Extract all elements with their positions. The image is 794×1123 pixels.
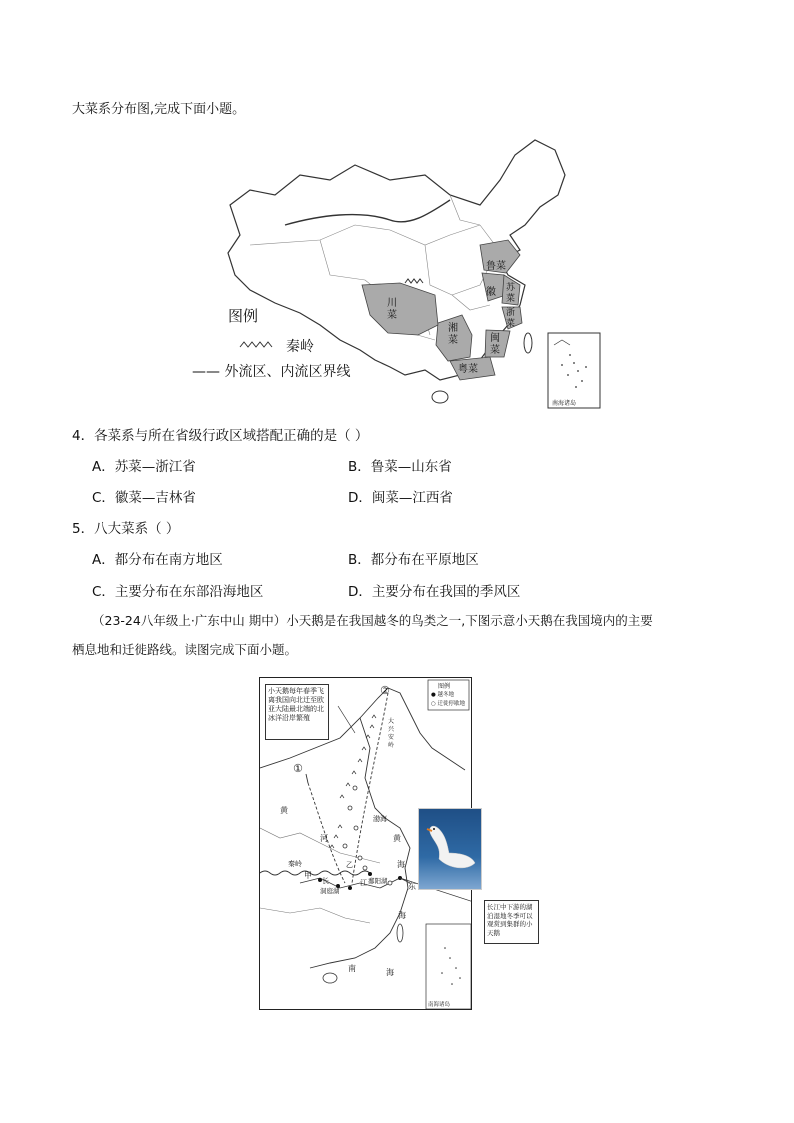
q4-option-b[interactable]: B．鲁菜—山东省 bbox=[348, 459, 452, 475]
cuisine-legend-boundary: —— 外流区、内流区界线 bbox=[192, 364, 351, 380]
swan-map bbox=[259, 677, 533, 1010]
label-nan: 南 bbox=[348, 964, 356, 973]
route-1-label: ① bbox=[293, 762, 303, 775]
label-dongting: 洞庭湖 bbox=[320, 887, 340, 895]
q4-option-d[interactable]: D．闽菜—江西省 bbox=[348, 490, 453, 506]
label-sea-3: 海 bbox=[386, 968, 394, 977]
label-poyang: 鄱阳湖 bbox=[368, 877, 388, 885]
label-daxinganling: 大兴安岭 bbox=[388, 718, 395, 749]
swan-legend-winter: ● 越冬地 bbox=[431, 692, 455, 698]
q5-option-b[interactable]: B．都分布在平原地区 bbox=[348, 552, 479, 568]
cuisine-legend-qinling: 秦岭 bbox=[286, 339, 314, 355]
q5-option-a[interactable]: A．都分布在南方地区 bbox=[92, 552, 223, 568]
label-jiang: 江 bbox=[360, 879, 367, 887]
q4-option-c[interactable]: C．徽菜—吉林省 bbox=[92, 490, 196, 506]
label-xiang: 湘菜 bbox=[448, 323, 458, 346]
cuisine-map bbox=[190, 135, 610, 410]
q4-stem: 4．各菜系与所在省级行政区域搭配正确的是（ ） bbox=[72, 428, 369, 444]
q4-option-a[interactable]: A．苏菜—浙江省 bbox=[92, 459, 196, 475]
label-chuan: 川菜 bbox=[387, 298, 397, 321]
callout-spring-migration: 小天鹅每年春季飞离我国向北迁至欧亚大陆最北端的北冰洋沿岸繁殖 bbox=[265, 684, 329, 740]
label-qinling: 秦岭 bbox=[288, 860, 302, 868]
cuisine-inset-label: 南海诸岛 bbox=[552, 400, 577, 407]
route-2-label: ② bbox=[380, 684, 390, 697]
q5-option-d[interactable]: D．主要分布在我国的季风区 bbox=[348, 584, 521, 600]
label-dong: 东 bbox=[408, 882, 416, 891]
passage-line-2: 栖息地和迁徙路线。读图完成下面小题。 bbox=[72, 642, 298, 657]
swan-inset-label: 南海诸岛 bbox=[428, 1002, 451, 1008]
label-sea-1: 海 bbox=[397, 860, 405, 869]
label-yi: 乙 bbox=[346, 861, 353, 869]
label-jia: 甲 bbox=[304, 871, 312, 880]
label-huang-river: 黄 bbox=[280, 806, 288, 815]
label-yue: 粤菜 bbox=[458, 364, 478, 375]
label-zhe: 浙菜 bbox=[506, 308, 516, 329]
label-lu: 鲁菜 bbox=[486, 261, 506, 272]
cuisine-legend-title: 图例 bbox=[228, 307, 259, 325]
swan-legend-stopover: ○ 迁徙停歇地 bbox=[431, 701, 466, 707]
passage-line-1: （23-24八年级上·广东中山 期中）小天鹅是在我国越冬的鸟类之一,下图示意小天鹅在我国境内的主要 bbox=[92, 613, 653, 628]
label-he: 河 bbox=[320, 834, 328, 843]
swan-icon bbox=[419, 809, 481, 889]
label-chang: 长 bbox=[322, 877, 329, 885]
label-bohai: 渤海 bbox=[373, 815, 387, 823]
label-hui: 徽 bbox=[486, 287, 496, 298]
swan-legend-title: 图例 bbox=[438, 683, 451, 690]
label-min: 闽菜 bbox=[490, 333, 500, 356]
swan-photo bbox=[418, 808, 482, 890]
q5-stem: 5．八大菜系（ ） bbox=[72, 521, 180, 537]
label-sea-2: 海 bbox=[398, 911, 406, 920]
q5-option-c[interactable]: C．主要分布在东部沿海地区 bbox=[92, 584, 264, 600]
intro-line: 大菜系分布图,完成下面小题。 bbox=[72, 102, 246, 117]
callout-wintering: 长江中下游的湖泊湿地冬季可以观赏到集群的小天鹅 bbox=[484, 900, 539, 944]
label-su: 苏菜 bbox=[506, 283, 516, 304]
label-huang-sea: 黄 bbox=[393, 834, 401, 843]
